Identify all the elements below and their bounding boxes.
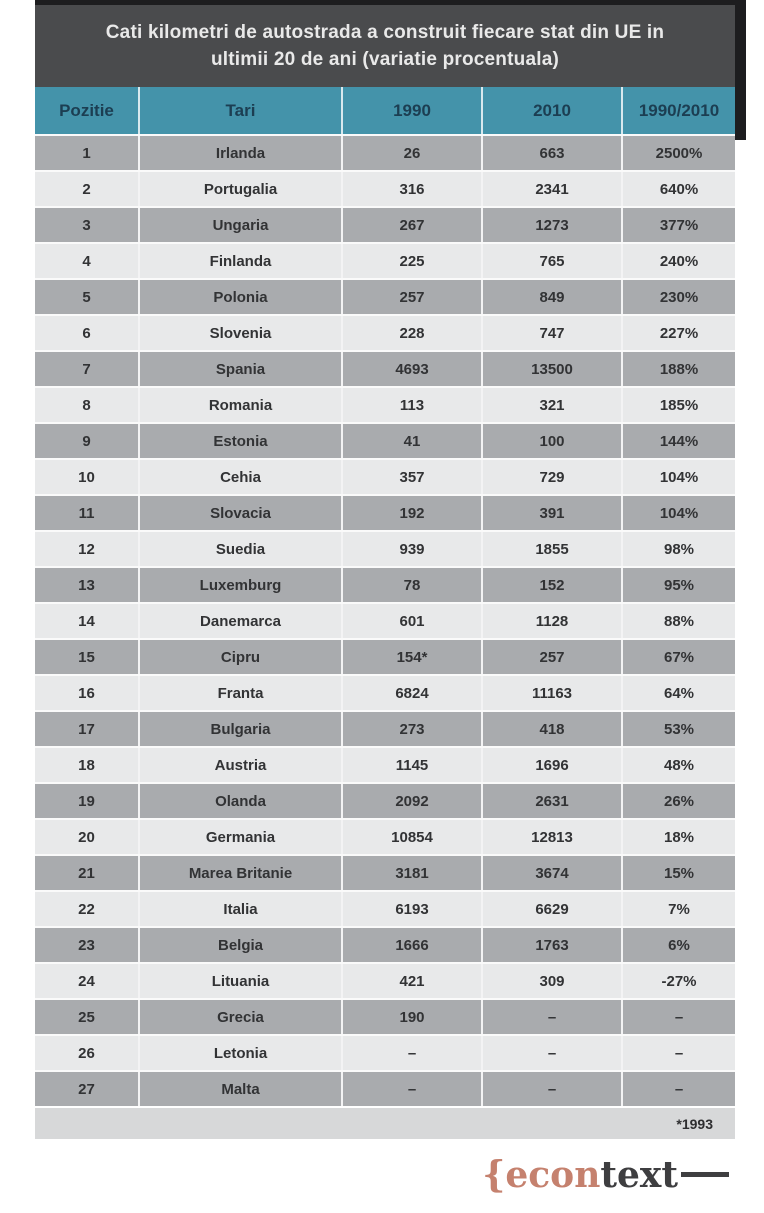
column-header-1990-2010: 1990/2010 xyxy=(638,100,720,120)
column-header-tari: Tari xyxy=(140,87,343,134)
cell-1990: 41 xyxy=(343,424,483,458)
cell-1990: 2092 xyxy=(343,784,483,818)
cell-tara: Romania xyxy=(140,388,343,422)
cell-pozitie: 25 xyxy=(35,1000,140,1034)
cell-tara: Letonia xyxy=(140,1036,343,1070)
table-row xyxy=(35,170,735,206)
cell-2010: 1128 xyxy=(483,604,623,638)
cell-variatie: 95% xyxy=(663,576,695,594)
column-header-1990: 1990 xyxy=(343,87,483,134)
title-line-2: ultimii 20 de ani (variatie procentuala) xyxy=(211,49,559,70)
table-row xyxy=(35,278,735,314)
column-header-pozitie: Pozitie xyxy=(35,87,140,134)
cell-pozitie: 15 xyxy=(35,640,140,674)
table-row xyxy=(35,386,735,422)
cell-pozitie: 24 xyxy=(35,964,140,998)
cell-1990: 421 xyxy=(343,964,483,998)
cell-variatie: -27% xyxy=(661,972,697,990)
cell-tara: Grecia xyxy=(140,1000,343,1034)
cell-pozitie: 14 xyxy=(35,604,140,638)
table-row xyxy=(35,638,735,674)
infographic-table xyxy=(35,5,735,1195)
cell-1990: 601 xyxy=(343,604,483,638)
cell-tara: Malta xyxy=(140,1072,343,1106)
cell-variatie: – xyxy=(674,1044,684,1062)
cell-variatie: 67% xyxy=(663,648,695,666)
table-row xyxy=(35,962,735,998)
cell-1990: 78 xyxy=(343,568,483,602)
cell-pozitie: 23 xyxy=(35,928,140,962)
cell-variatie: 88% xyxy=(663,612,695,630)
logo-row xyxy=(35,1155,735,1195)
cell-tara: Cehia xyxy=(140,460,343,494)
table-title xyxy=(35,5,735,87)
cell-1990: 273 xyxy=(343,712,483,746)
table-row xyxy=(35,422,735,458)
cell-tara: Cipru xyxy=(140,640,343,674)
cell-1990: 154* xyxy=(343,640,483,674)
cell-2010: – xyxy=(483,1036,623,1070)
cell-1990: 1145 xyxy=(343,748,483,782)
cell-tara: Austria xyxy=(140,748,343,782)
footnote-text: *1993 xyxy=(676,1115,713,1132)
cell-pozitie: 26 xyxy=(35,1036,140,1070)
logo-econ: econ xyxy=(505,1154,601,1196)
cell-tara: Marea Britanie xyxy=(140,856,343,890)
cell-pozitie: 8 xyxy=(35,388,140,422)
cell-2010: 1273 xyxy=(483,208,623,242)
table-row xyxy=(35,350,735,386)
cell-1990: 3181 xyxy=(343,856,483,890)
table-row xyxy=(35,674,735,710)
cell-tara: Portugalia xyxy=(140,172,343,206)
cell-2010: 729 xyxy=(483,460,623,494)
cell-variatie: 2500% xyxy=(655,144,703,162)
cell-tara: Germania xyxy=(140,820,343,854)
table-row xyxy=(35,458,735,494)
table-row xyxy=(35,566,735,602)
table-body xyxy=(35,134,735,1106)
cell-tara: Slovacia xyxy=(140,496,343,530)
footnote-row xyxy=(35,1108,735,1139)
cell-variatie: – xyxy=(674,1080,684,1098)
table-row xyxy=(35,746,735,782)
cell-pozitie: 7 xyxy=(35,352,140,386)
cell-pozitie: 11 xyxy=(35,496,140,530)
cell-pozitie: 4 xyxy=(35,244,140,278)
table-row xyxy=(35,890,735,926)
cell-tara: Spania xyxy=(140,352,343,386)
cell-tara: Franta xyxy=(140,676,343,710)
cell-pozitie: 2 xyxy=(35,172,140,206)
cell-tara: Polonia xyxy=(140,280,343,314)
logo-dash-line xyxy=(681,1172,729,1177)
cell-1990: 228 xyxy=(343,316,483,350)
table-row xyxy=(35,854,735,890)
cell-pozitie: 3 xyxy=(35,208,140,242)
column-header-2010: 2010 xyxy=(483,87,623,134)
cell-1990: 6193 xyxy=(343,892,483,926)
cell-variatie: 64% xyxy=(663,684,695,702)
image-border-right xyxy=(735,0,746,140)
cell-pozitie: 6 xyxy=(35,316,140,350)
table-row xyxy=(35,710,735,746)
title-line-1: Cati kilometri de autostrada a construit fiecare stat din UE in xyxy=(105,22,665,43)
cell-tara: Irlanda xyxy=(140,136,343,170)
cell-tara: Luxemburg xyxy=(140,568,343,602)
table-row xyxy=(35,314,735,350)
cell-2010: 1855 xyxy=(483,532,623,566)
cell-variatie: 188% xyxy=(659,360,699,378)
table-row xyxy=(35,134,735,170)
cell-2010: 663 xyxy=(483,136,623,170)
cell-2010: 1763 xyxy=(483,928,623,962)
cell-2010: 13500 xyxy=(483,352,623,386)
cell-1990: 113 xyxy=(343,388,483,422)
cell-1990: 6824 xyxy=(343,676,483,710)
table-row xyxy=(35,998,735,1034)
cell-pozitie: 17 xyxy=(35,712,140,746)
cell-1990: 267 xyxy=(343,208,483,242)
cell-2010: 2341 xyxy=(483,172,623,206)
cell-pozitie: 22 xyxy=(35,892,140,926)
cell-pozitie: 13 xyxy=(35,568,140,602)
cell-2010: 2631 xyxy=(483,784,623,818)
cell-2010: 418 xyxy=(483,712,623,746)
cell-tara: Suedia xyxy=(140,532,343,566)
cell-pozitie: 19 xyxy=(35,784,140,818)
cell-1990: 1666 xyxy=(343,928,483,962)
cell-variatie: – xyxy=(674,1008,684,1026)
cell-variatie: 7% xyxy=(668,900,690,918)
cell-variatie: 6% xyxy=(668,936,690,954)
cell-variatie: 26% xyxy=(663,792,695,810)
cell-2010: 11163 xyxy=(483,676,623,710)
cell-pozitie: 20 xyxy=(35,820,140,854)
cell-variatie: 230% xyxy=(659,288,699,306)
cell-variatie: 18% xyxy=(663,828,695,846)
cell-tara: Estonia xyxy=(140,424,343,458)
cell-tara: Olanda xyxy=(140,784,343,818)
table-row xyxy=(35,530,735,566)
cell-variatie: 15% xyxy=(663,864,695,882)
cell-variatie: 185% xyxy=(659,396,699,414)
cell-tara: Belgia xyxy=(140,928,343,962)
cell-pozitie: 1 xyxy=(35,136,140,170)
cell-pozitie: 27 xyxy=(35,1072,140,1106)
cell-1990: 190 xyxy=(343,1000,483,1034)
table-row xyxy=(35,602,735,638)
cell-1990: 225 xyxy=(343,244,483,278)
table-header-row xyxy=(35,87,735,134)
cell-tara: Italia xyxy=(140,892,343,926)
cell-variatie: 104% xyxy=(659,504,699,522)
cell-1990: 316 xyxy=(343,172,483,206)
cell-2010: 747 xyxy=(483,316,623,350)
cell-1990: 4693 xyxy=(343,352,483,386)
cell-variatie: 48% xyxy=(663,756,695,774)
table-row xyxy=(35,206,735,242)
cell-1990: 357 xyxy=(343,460,483,494)
cell-2010: 12813 xyxy=(483,820,623,854)
cell-2010: – xyxy=(483,1000,623,1034)
table-row xyxy=(35,1070,735,1106)
cell-1990: 257 xyxy=(343,280,483,314)
cell-variatie: 240% xyxy=(659,252,699,270)
cell-tara: Danemarca xyxy=(140,604,343,638)
cell-2010: 6629 xyxy=(483,892,623,926)
cell-1990: – xyxy=(343,1072,483,1106)
table-row xyxy=(35,242,735,278)
table-row xyxy=(35,818,735,854)
logo-brace: { xyxy=(482,1154,506,1196)
logo-text: text xyxy=(600,1154,678,1196)
cell-2010: 309 xyxy=(483,964,623,998)
table-row xyxy=(35,1034,735,1070)
cell-variatie: 53% xyxy=(663,720,695,738)
cell-pozitie: 10 xyxy=(35,460,140,494)
cell-variatie: 98% xyxy=(663,540,695,558)
cell-1990: 192 xyxy=(343,496,483,530)
cell-2010: 1696 xyxy=(483,748,623,782)
cell-2010: 321 xyxy=(483,388,623,422)
cell-2010: 765 xyxy=(483,244,623,278)
cell-variatie: 104% xyxy=(659,468,699,486)
cell-2010: – xyxy=(483,1072,623,1106)
cell-variatie: 144% xyxy=(659,432,699,450)
table-row xyxy=(35,926,735,962)
cell-tara: Bulgaria xyxy=(140,712,343,746)
econtext-logo xyxy=(482,1155,729,1195)
cell-1990: 939 xyxy=(343,532,483,566)
cell-pozitie: 16 xyxy=(35,676,140,710)
cell-pozitie: 18 xyxy=(35,748,140,782)
cell-tara: Finlanda xyxy=(140,244,343,278)
cell-1990: 10854 xyxy=(343,820,483,854)
cell-2010: 3674 xyxy=(483,856,623,890)
cell-variatie: 640% xyxy=(659,180,699,198)
cell-variatie: 227% xyxy=(659,324,699,342)
cell-tara: Slovenia xyxy=(140,316,343,350)
cell-2010: 849 xyxy=(483,280,623,314)
cell-tara: Ungaria xyxy=(140,208,343,242)
cell-pozitie: 5 xyxy=(35,280,140,314)
cell-pozitie: 12 xyxy=(35,532,140,566)
cell-pozitie: 21 xyxy=(35,856,140,890)
cell-tara: Lituania xyxy=(140,964,343,998)
cell-2010: 391 xyxy=(483,496,623,530)
cell-1990: 26 xyxy=(343,136,483,170)
cell-variatie: 377% xyxy=(659,216,699,234)
cell-pozitie: 9 xyxy=(35,424,140,458)
table-row xyxy=(35,782,735,818)
table-row xyxy=(35,494,735,530)
cell-1990: – xyxy=(343,1036,483,1070)
cell-2010: 257 xyxy=(483,640,623,674)
cell-2010: 152 xyxy=(483,568,623,602)
cell-2010: 100 xyxy=(483,424,623,458)
